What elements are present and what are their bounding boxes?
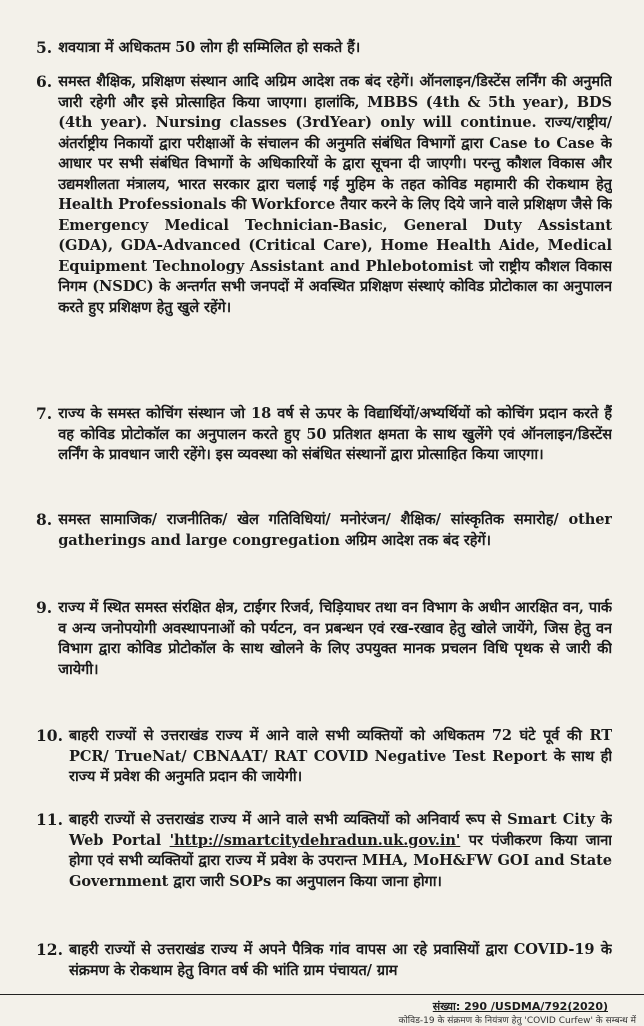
clause-12 [36, 940, 612, 988]
clause-7 [36, 404, 612, 494]
clause-text: बाहरी राज्यों से उत्तराखंड राज्य में अपने पैत्रिक गांव वापस आ रहे प्रवासियों द्वारा COVID-19 के संक्रमण के रोकथाम हेतु विगत वर्ष की भांति ग्राम पंचायत/ ग्राम [68, 941, 612, 979]
clause-number: 5. [36, 38, 53, 57]
clause-number: 6. [36, 72, 53, 91]
clause-number: 8. [36, 510, 53, 529]
clause-text: समस्त सामाजिक/ राजनीतिक/ खेल गतिविधियां/ मनोरंजन/ शैक्षिक/ सांस्कृतिक समारोह/ other gatherings and large congregation अग्रिम आदेश तक बंद रहेगें। [58, 511, 612, 549]
clause-6 [36, 72, 612, 390]
clause-number: 12. [36, 940, 63, 959]
clause-text-before: बाहरी राज्यों से उत्तराखंड राज्य में आने वाले सभी व्यक्तियों को अनिवार्य रूप से Smart City के Web Portal [68, 811, 612, 849]
clause-text-after: पर पंजीकरण किया जाना होगा एवं सभी व्यक्तियों द्वारा राज्य में प्रवेश के उपरान्त MHA, MoH&FW GOI and State Government द्वारा जारी SOPs का अनुपालन किया जाना होगा। [68, 831, 612, 890]
reference-number: संख्या: 290 /USDMA/792(2020) [432, 1000, 608, 1013]
clause-5 [36, 38, 612, 59]
clause-text: समस्त शैक्षिक, प्रशिक्षण संस्थान आदि अग्रिम आदेश तक बंद रहेगें। ऑनलाइन/डिस्टेंस लर्निंग की अनुमति जारी रहेगी और इसे प्रोत्साहित किया जाएगा। हालांकि, MBBS (4th & 5th year), BDS (4th year). Nursing classes (3rdYear) only will continue. राज्य/राष्ट्रीय/अंतर्राष्ट्रीय निकायों द्वारा परीक्षाओं के संचालन की अनुमति संबंधित विभागों द्वारा Case to Case के आधार पर सभी संबंधित विभागों के अधिकारियों के द्वारा सूचना दी जाएगी। परन्तु कौशल विकास और उद्यमशीलता मंत्रालय, भारत सरकार द्वारा चलाई गई मुहिम के तहत कोविड महामारी की रोकथाम हेतु Health Professionals की Workforce तैयार करने के लिए दिये जाने वाले प्रशिक्षण जैसे कि Emergency Medical Technician-Basic, General Duty Assistant (GDA), GDA-Advanced (Critical Care), Home Health Aide, Medical Equipment Technology Assistant and Phlebotomist जो राष्ट्रीय कौशल विकास निगम (NSDC) के अन्तर्गत सभी जनपदों में अवस्थित प्रशिक्षण संस्थाएं कोविड प्रोटोकाल का अनुपालन करते हुए प्रशिक्षण हेतु खुले रहेंगे। [58, 73, 612, 316]
clause-text: बाहरी राज्यों से उत्तराखंड राज्य में आने वाले सभी व्यक्तियों को अधिकतम 72 घंटे पूर्व की RT PCR/ TrueNat/ CBNAAT/ RAT COVID Negative Test Report के साथ ही राज्य में प्रवेश की अनुमति प्रदान की जायेगी। [68, 727, 612, 785]
clause-9 [36, 598, 612, 708]
clause-text: राज्य के समस्त कोचिंग संस्थान जो 18 वर्ष से ऊपर के विद्यार्थियों/अभ्यर्थियों को कोचिंग प्रदान करते हैं वह कोविड प्रोटोकॉल का अनुपालन करते हुए 50 प्रतिशत क्षमता के साथ खुलेंगे एवं ऑनलाइन/डिस्टेंस लर्निंग के प्रावधान जारी रहेंगे। इस व्यवस्था को संबंधित संस्थानों द्वारा प्रोत्साहित किया जाएगा। [58, 405, 612, 463]
clause-number: 9. [36, 598, 53, 617]
clause-text: शवयात्रा में अधिकतम 50 लोग ही सम्मिलित हो सकते हैं। [58, 39, 361, 56]
smart-city-portal-link[interactable]: 'http://smartcitydehradun.uk.gov.in' [169, 831, 461, 849]
clause-number: 7. [36, 404, 53, 423]
footer-subject-note: कोविड-19 के संक्रमण के नियंत्रण हेतु 'COVID Curfew' के सम्बन्ध में [398, 1016, 636, 1026]
page-footer [0, 994, 644, 1025]
clause-10 [36, 726, 612, 794]
clause-text: राज्य में स्थित समस्त संरक्षित क्षेत्र, टाईगर रिजर्व, चिड़ियाघर तथा वन विभाग के अधीन आरक्षित वन, पार्क व अन्य जनोपयोगी अवस्थापनाओं को पर्यटन, वन प्रबन्धन एवं रख-रखाव हेतु खोले जायेंगे, जिस हेतु वन विभाग द्वारा कोविड प्रोटोकॉल के साथ खोलने के लिए उपयुक्त मानक प्रचलन विधि पृथक से जारी की जायेगी। [58, 599, 612, 678]
clause-number: 10. [36, 726, 63, 745]
clause-11 [36, 810, 612, 920]
clause-text [69, 810, 612, 892]
clause-number: 11. [36, 810, 63, 829]
clause-8 [36, 510, 612, 578]
